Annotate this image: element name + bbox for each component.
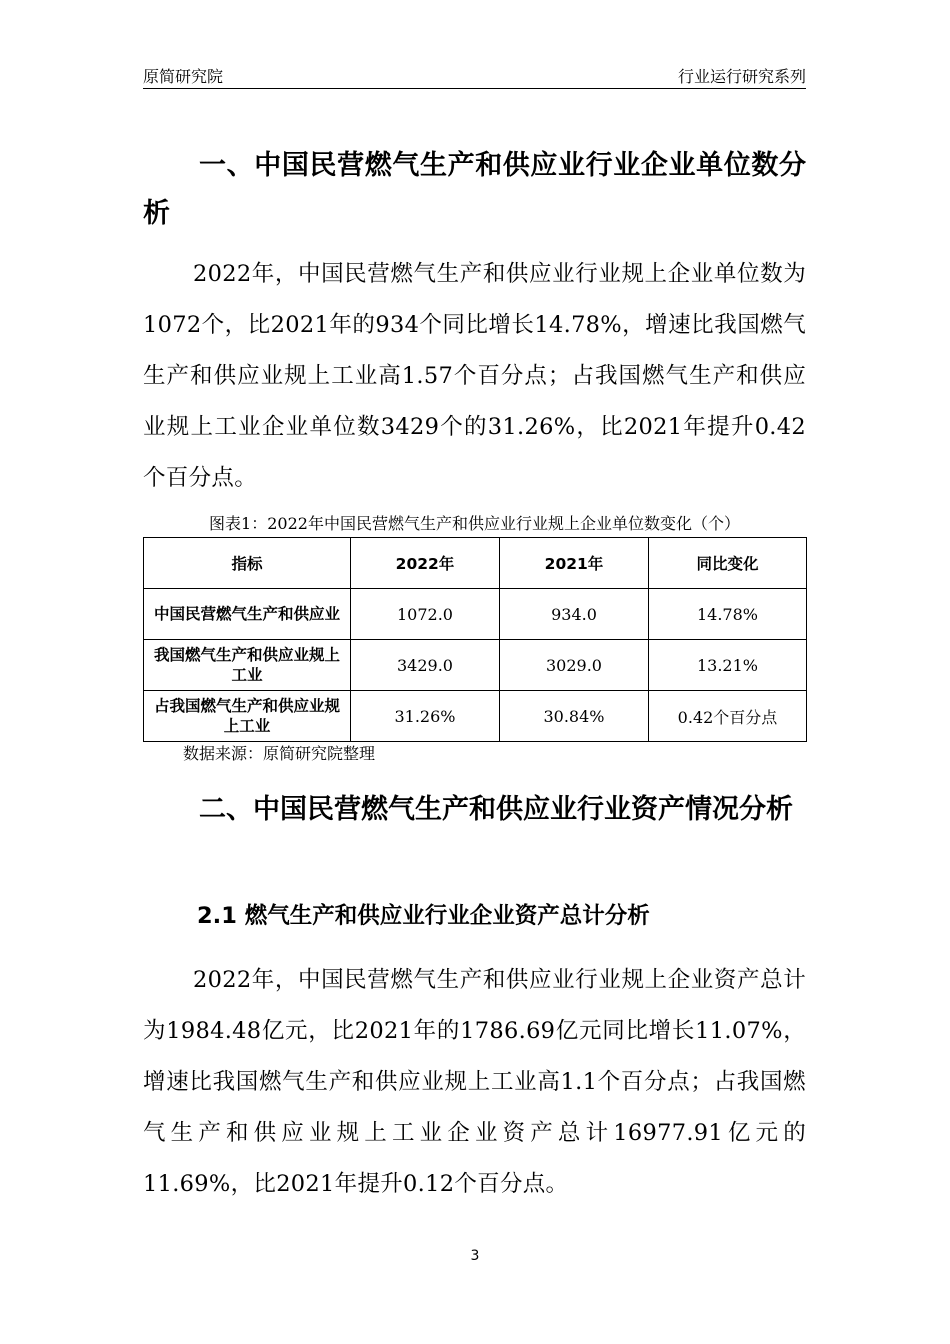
header-series-name: 行业运行研究系列: [677, 67, 806, 86]
table-source: 数据来源：原简研究院整理: [183, 744, 376, 763]
section-2-title: 二、中国民营燃气生产和供应业行业资产情况分析: [199, 794, 793, 825]
table-header-2021: 2021年: [500, 538, 649, 589]
table-header-2022: 2022年: [351, 538, 500, 589]
unit-count-table: [143, 537, 807, 742]
cell-yoy: 13.21%: [649, 640, 807, 691]
section-1-title: 一、中国民营燃气生产和供应业行业企业单位数分析: [143, 150, 806, 229]
cell-2022: 3429.0: [351, 640, 500, 691]
cell-2021: 30.84%: [500, 691, 649, 742]
table-row: [144, 589, 807, 640]
row-label: 我国燃气生产和供应业规上工业: [144, 640, 351, 691]
cell-yoy: 0.42个百分点: [649, 691, 807, 742]
table-row: [144, 640, 807, 691]
table-row: [144, 691, 807, 742]
row-label: 中国民营燃气生产和供应业: [144, 589, 351, 640]
row-label: 占我国燃气生产和供应业规上工业: [144, 691, 351, 742]
section-2-1-subtitle: 2.1 燃气生产和供应业行业企业资产总计分析: [197, 903, 650, 929]
table-header-yoy: 同比变化: [649, 538, 807, 589]
page-number: 3: [470, 1248, 480, 1264]
cell-2022: 31.26%: [351, 691, 500, 742]
table-caption: 图表1：2022年中国民营燃气生产和供应业行业规上企业单位数变化（个）: [209, 514, 740, 533]
cell-2021: 934.0: [500, 589, 649, 640]
table-header-indicator: 指标: [144, 538, 351, 589]
cell-yoy: 14.78%: [649, 589, 807, 640]
cell-2022: 1072.0: [351, 589, 500, 640]
section-2-paragraph: 2022年，中国民营燃气生产和供应业行业规上企业资产总计为1984.48亿元，比2021年的1786.69亿元同比增长11.07%，增速比我国燃气生产和供应业规上工业高1.1个百分点；占我国燃气生产和供应业规上工业企业资产总计16977.91亿元的11.69%，比2021年提升0.12个百分点。: [143, 967, 806, 1197]
cell-2021: 3029.0: [500, 640, 649, 691]
page-header: [143, 62, 806, 89]
section-1-paragraph: 2022年，中国民营燃气生产和供应业行业规上企业单位数为1072个，比2021年的934个同比增长14.78%，增速比我国燃气生产和供应业规上工业高1.57个百分点；占我国燃气生产和供应业规上工业企业单位数3429个的31.26%，比2021年提升0.42个百分点。: [143, 261, 806, 491]
header-org-name: 原简研究院: [143, 67, 224, 86]
